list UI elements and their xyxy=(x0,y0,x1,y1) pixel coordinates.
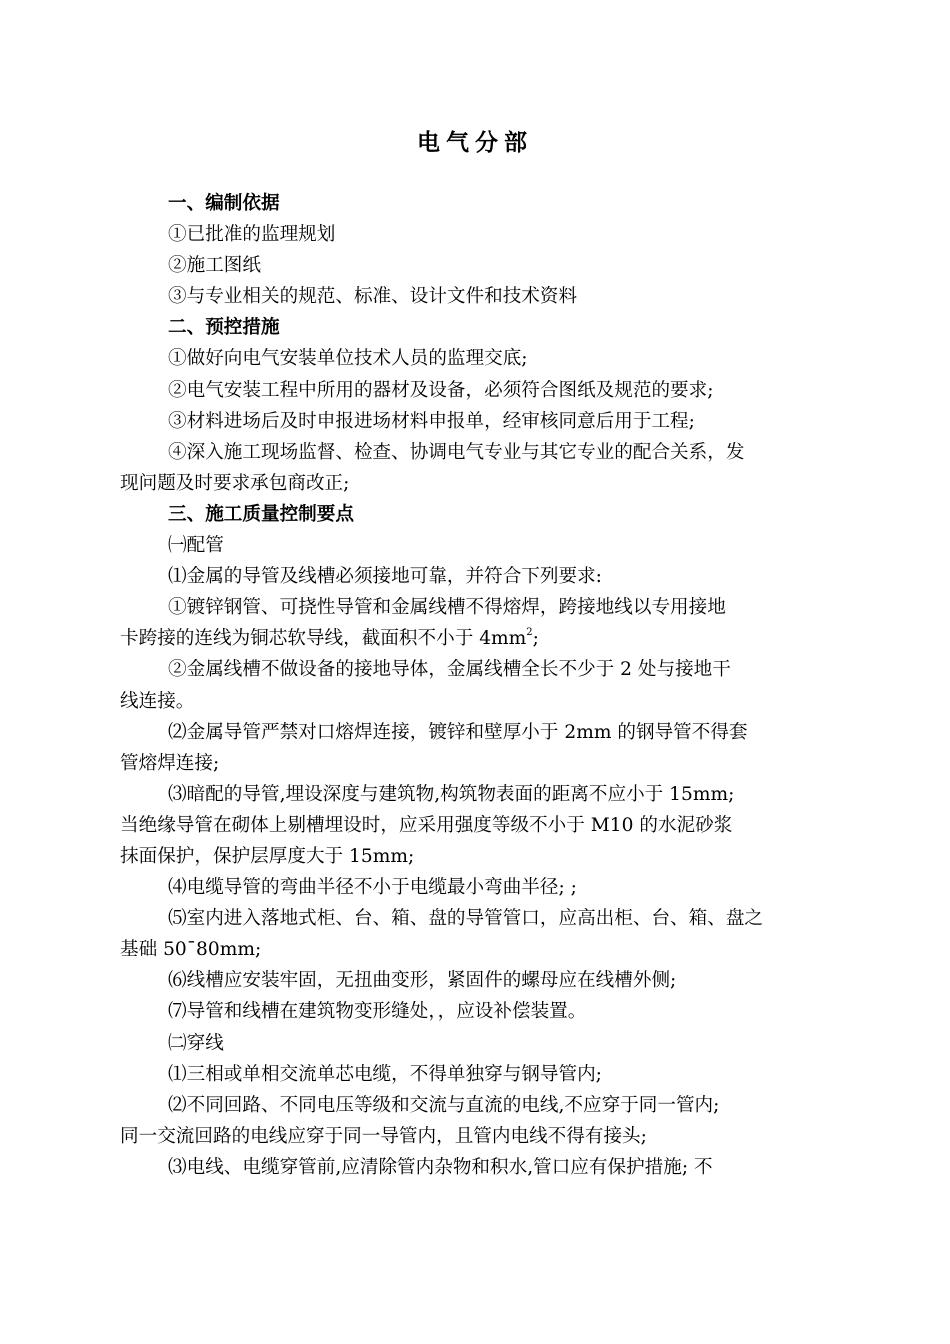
line-text: ⑶电线、电缆穿管前,应清除管内杂物和积水,管口应有保护措施; 不 xyxy=(168,1156,713,1178)
paragraph-line xyxy=(120,841,842,872)
paragraph-line xyxy=(120,281,842,312)
line-text: ②电气安装工程中所用的器材及设备，必须符合图纸及规范的要求; xyxy=(168,379,714,401)
paragraph-line xyxy=(120,406,842,437)
line-text: ⑶暗配的导管,埋设深度与建筑物,构筑物表面的距离不应小于 15mm; xyxy=(168,783,735,805)
line-text: ①做好向电气安装单位技术人员的监理交底; xyxy=(168,348,528,370)
line-text: ③与专业相关的规范、标准、设计文件和技术资料 xyxy=(168,286,578,308)
paragraph-line xyxy=(120,686,842,717)
paragraph-line xyxy=(120,437,842,468)
line-text: ⑸室内进入落地式柜、台、箱、盘的导管管口，应高出柜、台、箱、盘之 xyxy=(168,908,764,930)
line-text: ⑷电缆导管的弯曲半径不小于电缆最小弯曲半径; ; xyxy=(168,877,577,899)
line-text: ③材料进场后及时申报进场材料申报单，经审核同意后用于工程; xyxy=(168,410,695,432)
line-text: 现问题及时要求承包商改正; xyxy=(120,472,350,494)
paragraph-line xyxy=(120,623,842,654)
paragraph-line xyxy=(120,219,842,250)
paragraph-line xyxy=(120,872,842,903)
line-text: 基础 50¯80mm; xyxy=(120,939,262,961)
paragraph-line xyxy=(120,1152,842,1183)
paragraph-line xyxy=(120,748,842,779)
paragraph-line xyxy=(120,343,842,374)
paragraph-line xyxy=(120,965,842,996)
line-text: ①镀锌钢管、可挠性导管和金属线槽不得熔焊，跨接地线以专用接地 xyxy=(168,597,726,619)
line-text: 管熔焊连接; xyxy=(120,752,220,774)
paragraph-line xyxy=(120,1028,842,1059)
line-text: ⑴金属的导管及线槽必须接地可靠，并符合下列要求: xyxy=(168,566,602,588)
line-text: 线连接。 xyxy=(120,690,195,712)
line-text: ②施工图纸 xyxy=(168,255,261,277)
document-body xyxy=(120,188,842,1183)
section-heading xyxy=(120,312,842,343)
line-text: ⑹线槽应安装牢固，无扭曲变形，紧固件的螺母应在线槽外侧; xyxy=(168,970,677,992)
paragraph-line xyxy=(120,934,842,965)
paragraph-line xyxy=(120,250,842,281)
line-text: ㈠配管 xyxy=(168,535,224,557)
section-heading xyxy=(120,188,842,219)
line-text: ⑵不同回路、不同电压等级和交流与直流的电线,不应穿于同一管内; xyxy=(168,1094,720,1116)
line-tail: ; xyxy=(532,628,539,650)
paragraph-line xyxy=(120,1121,842,1152)
line-text: ⑺导管和线槽在建筑物变形缝处，，应设补偿装置。 xyxy=(168,1001,587,1023)
paragraph-line xyxy=(120,717,842,748)
line-text: ㈡穿线 xyxy=(168,1032,224,1054)
paragraph-line xyxy=(120,654,842,685)
paragraph-line xyxy=(120,779,842,810)
line-text: 三、施工质量控制要点 xyxy=(168,503,354,525)
superscript: 2 xyxy=(526,627,533,639)
line-text: 二、预控措施 xyxy=(168,317,280,339)
section-heading xyxy=(120,499,842,530)
line-text: ④深入施工现场监督、检查、协调电气专业与其它专业的配合关系，发 xyxy=(168,441,745,463)
paragraph-line xyxy=(120,468,842,499)
page-title: 电气分部 xyxy=(417,130,533,156)
line-text: 抹面保护，保护层厚度大于 15mm; xyxy=(120,845,415,867)
paragraph-line xyxy=(120,996,842,1027)
paragraph-line xyxy=(120,530,842,561)
paragraph-line xyxy=(120,903,842,934)
line-text: ⑵金属导管严禁对口熔焊连接，镀锌和壁厚小于 2mm 的钢导管不得套 xyxy=(168,721,748,743)
line-text: 一、编制依据 xyxy=(168,193,280,214)
line-text: ⑴三相或单相交流单芯电缆，不得单独穿与钢导管内; xyxy=(168,1063,602,1085)
line-text: 卡跨接的连线为铜芯软导线，截面积不小于 4mm xyxy=(120,628,527,650)
line-text: ①已批准的监理规划 xyxy=(168,224,336,246)
paragraph-line xyxy=(120,810,842,841)
paragraph-line xyxy=(120,375,842,406)
line-text: ②金属线槽不做设备的接地导体，金属线槽全长不少于 2 处与接地干 xyxy=(168,659,731,681)
paragraph-line xyxy=(120,561,842,592)
paragraph-line xyxy=(120,1059,842,1090)
paragraph-line xyxy=(120,592,842,623)
line-text: 同一交流回路的电线应穿于同一导管内，且管内电线不得有接头; xyxy=(120,1125,647,1147)
line-text: 当绝缘导管在砌体上剔槽埋设时，应采用强度等级不小于 M10 的水泥砂浆 xyxy=(120,814,733,836)
paragraph-line xyxy=(120,1090,842,1121)
